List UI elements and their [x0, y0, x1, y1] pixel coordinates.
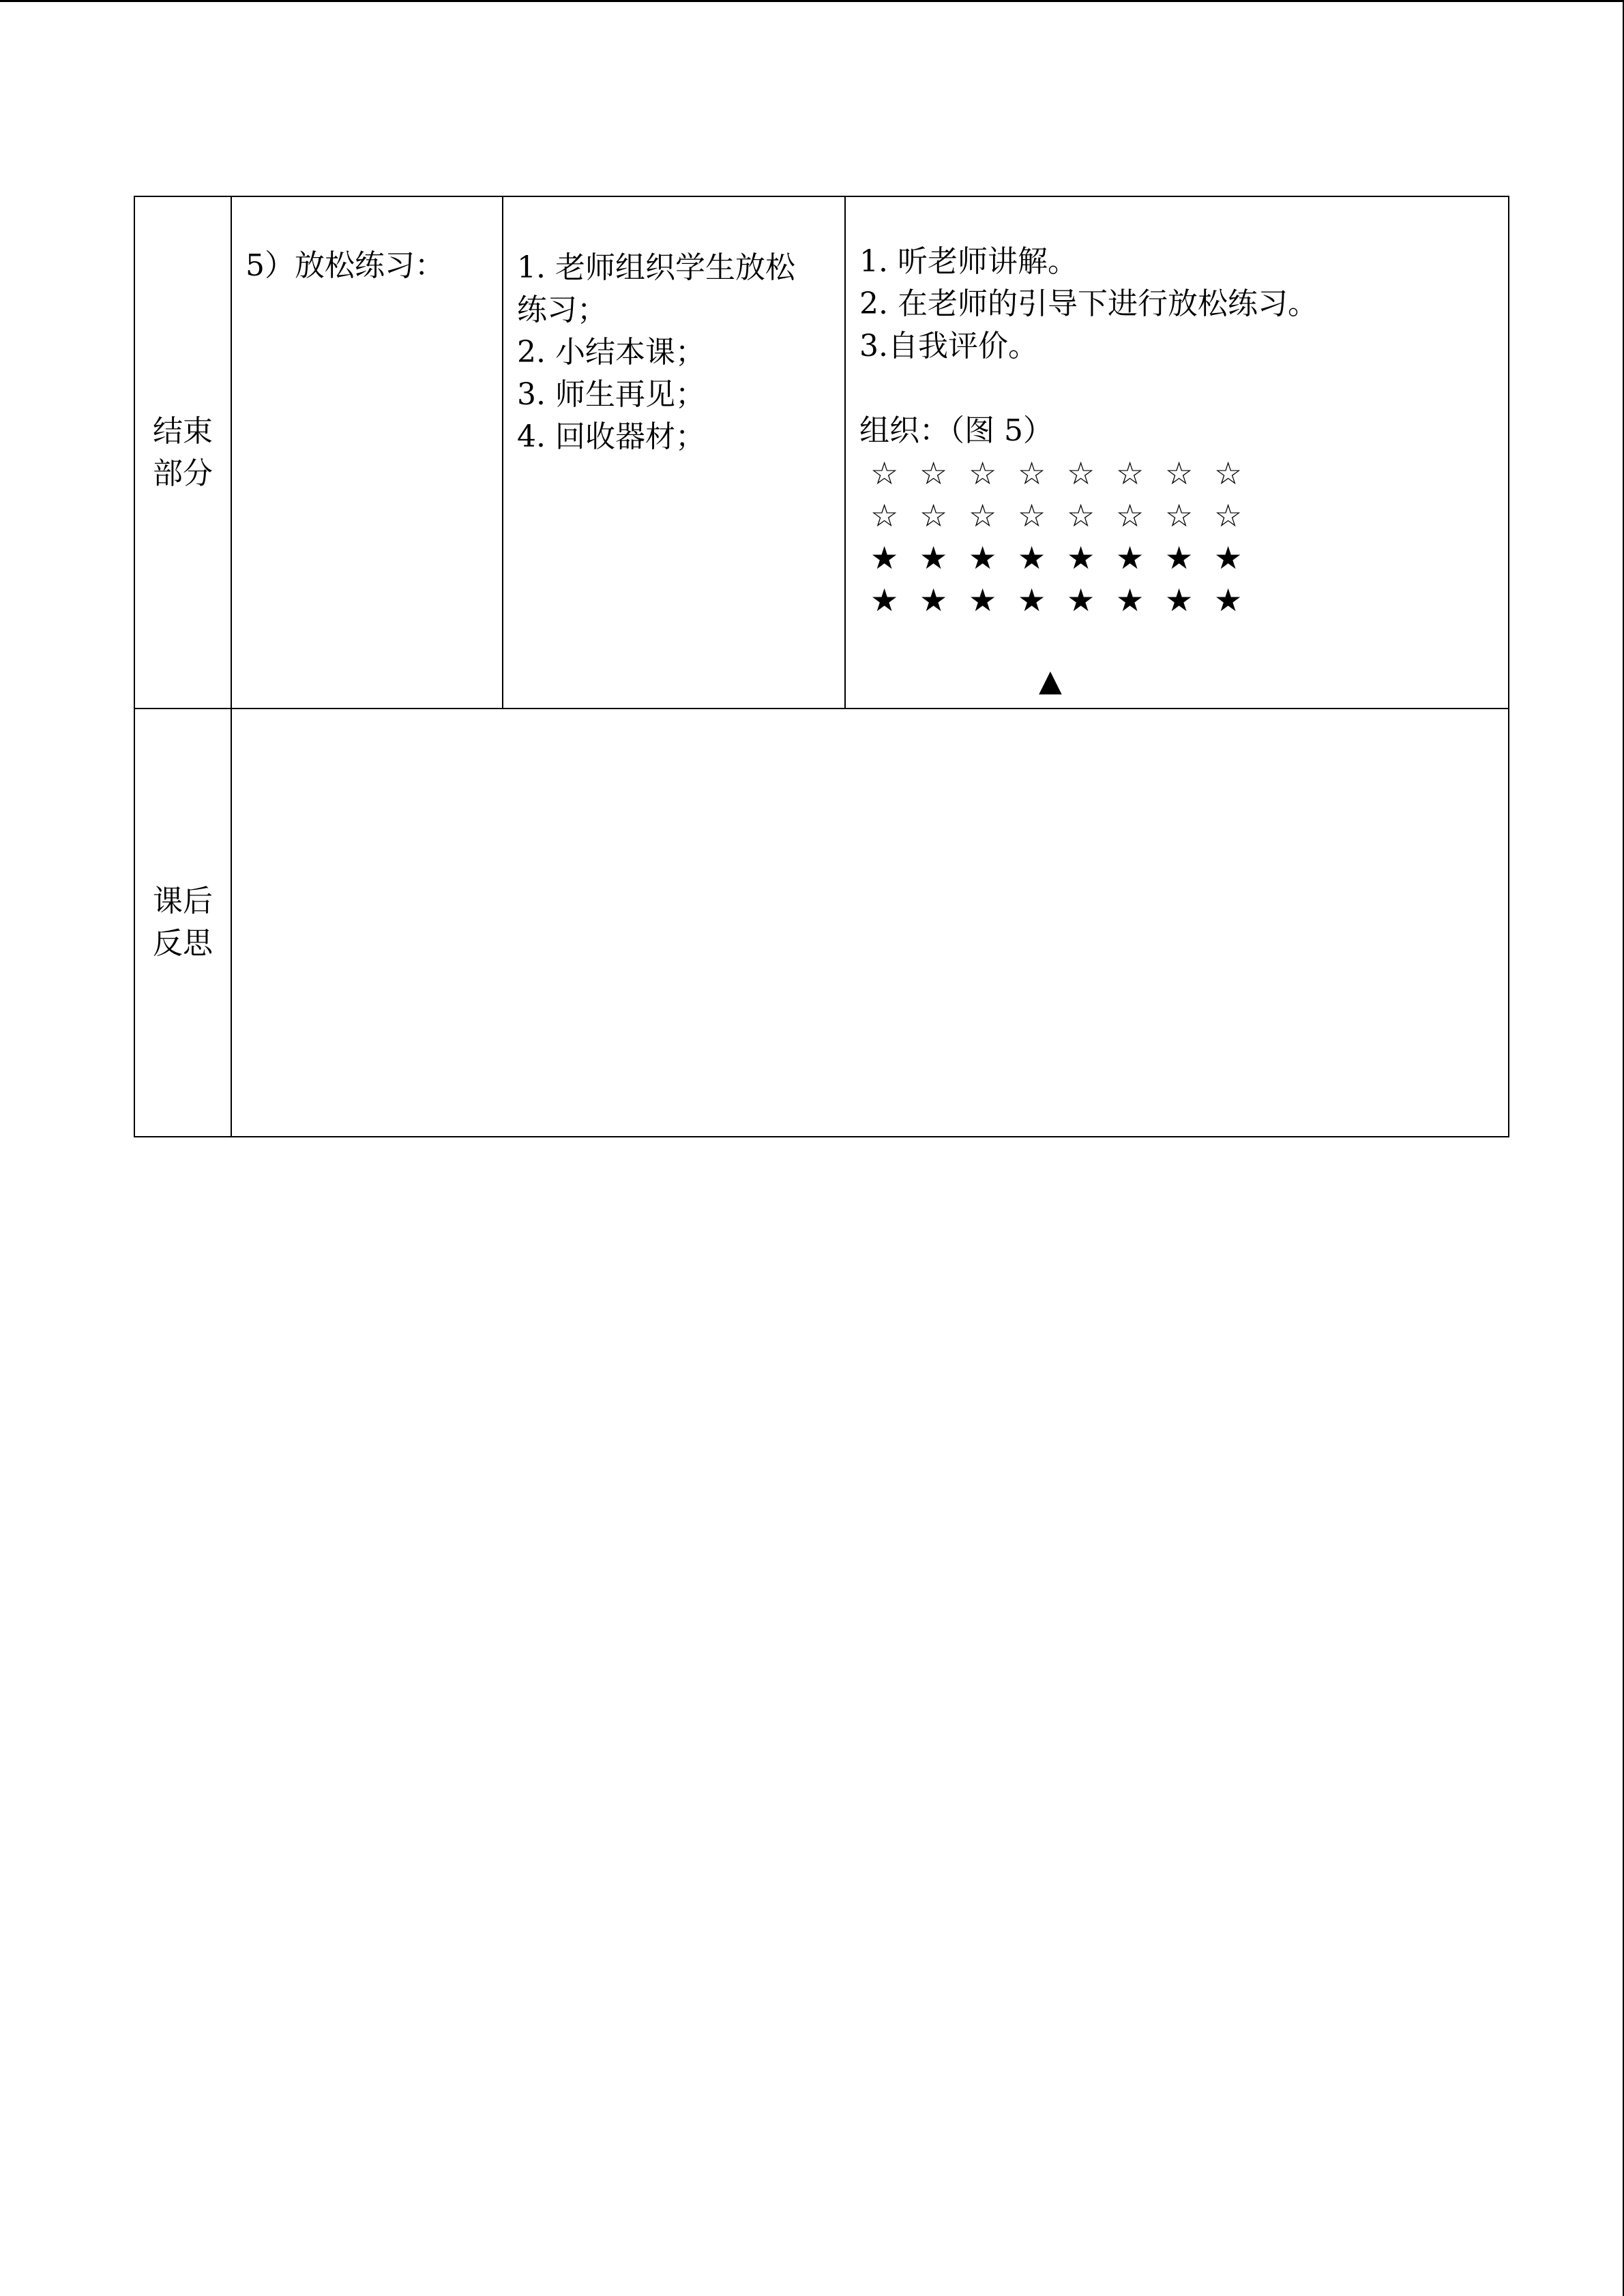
student-filled-star-icon: ★: [1018, 539, 1046, 576]
teacher-activity-cell: [503, 196, 845, 709]
student-filled-star-icon: ★: [919, 539, 948, 576]
reflection-section-label: 课后 反思: [153, 884, 213, 961]
end-section-label-cell: [134, 196, 231, 709]
student-outline-star-icon: ☆: [919, 497, 948, 534]
teacher-step: 2. 小结本课；: [517, 335, 705, 370]
student-outline-star-icon: ☆: [969, 497, 997, 534]
teacher-step: 4. 回收器材；: [517, 419, 705, 454]
student-outline-star-icon: ☆: [919, 455, 948, 492]
student-step: 3.自我评价。: [859, 329, 1038, 363]
student-outline-star-icon: ☆: [1018, 455, 1046, 492]
organization-label: 组织：（图 5）: [859, 413, 1053, 448]
student-filled-star-icon: ★: [870, 582, 899, 618]
student-filled-star-icon: ★: [1214, 582, 1243, 618]
student-outline-star-icon: ☆: [1165, 455, 1194, 492]
formation-row-outline-1: [870, 452, 1497, 494]
student-outline-star-icon: ☆: [1165, 497, 1194, 534]
reflection-section-row: [134, 709, 1509, 1137]
student-filled-star-icon: ★: [1067, 582, 1095, 618]
student-step: 2. 在老师的引导下进行放松练习。: [859, 286, 1318, 321]
teacher-step: 练习；: [517, 293, 607, 327]
student-outline-star-icon: ☆: [870, 497, 899, 534]
teacher-steps: [503, 197, 844, 458]
student-outline-star-icon: ☆: [969, 455, 997, 492]
student-outline-star-icon: ☆: [870, 455, 899, 492]
student-filled-star-icon: ★: [1116, 582, 1145, 618]
teacher-triangle-icon: ▲: [1039, 664, 1062, 698]
student-filled-star-icon: ★: [969, 582, 997, 618]
formation-row-filled-2: [870, 579, 1497, 621]
student-outline-star-icon: ☆: [1214, 497, 1243, 534]
student-filled-star-icon: ★: [1165, 539, 1194, 576]
student-outline-star-icon: ☆: [1067, 497, 1095, 534]
reflection-label-cell: [134, 709, 231, 1137]
end-section-label: 结束 部分: [153, 413, 213, 491]
teacher-step: 3. 师生再见；: [517, 377, 705, 412]
student-filled-star-icon: ★: [1018, 582, 1046, 618]
lesson-plan-table: [134, 196, 1509, 1137]
student-outline-star-icon: ☆: [1018, 497, 1046, 534]
student-outline-star-icon: ☆: [1067, 455, 1095, 492]
student-filled-star-icon: ★: [1116, 539, 1145, 576]
student-activity-cell: [845, 196, 1509, 709]
student-filled-star-icon: ★: [1165, 582, 1194, 618]
student-step: 1. 听老师讲解。: [859, 244, 1078, 279]
student-filled-star-icon: ★: [919, 582, 948, 618]
student-outline-star-icon: ☆: [1116, 497, 1145, 534]
student-filled-star-icon: ★: [969, 539, 997, 576]
page-top-border: [0, 0, 1624, 2]
student-filled-star-icon: ★: [870, 539, 899, 576]
student-filled-star-icon: ★: [1214, 539, 1243, 576]
student-outline-star-icon: ☆: [1116, 455, 1145, 492]
formation-row-outline-2: [870, 494, 1497, 537]
end-section-row: [134, 196, 1509, 709]
relax-exercise-title: 5）放松练习：: [246, 248, 445, 283]
teacher-step: 1. 老师组织学生放松: [517, 250, 795, 285]
reflection-content-cell: [231, 709, 1509, 1137]
formation-diagram: [859, 452, 1497, 621]
end-section-content-cell: [231, 196, 503, 709]
student-outline-star-icon: ☆: [1214, 455, 1243, 492]
student-filled-star-icon: ★: [1067, 539, 1095, 576]
formation-row-filled-1: [870, 537, 1497, 579]
